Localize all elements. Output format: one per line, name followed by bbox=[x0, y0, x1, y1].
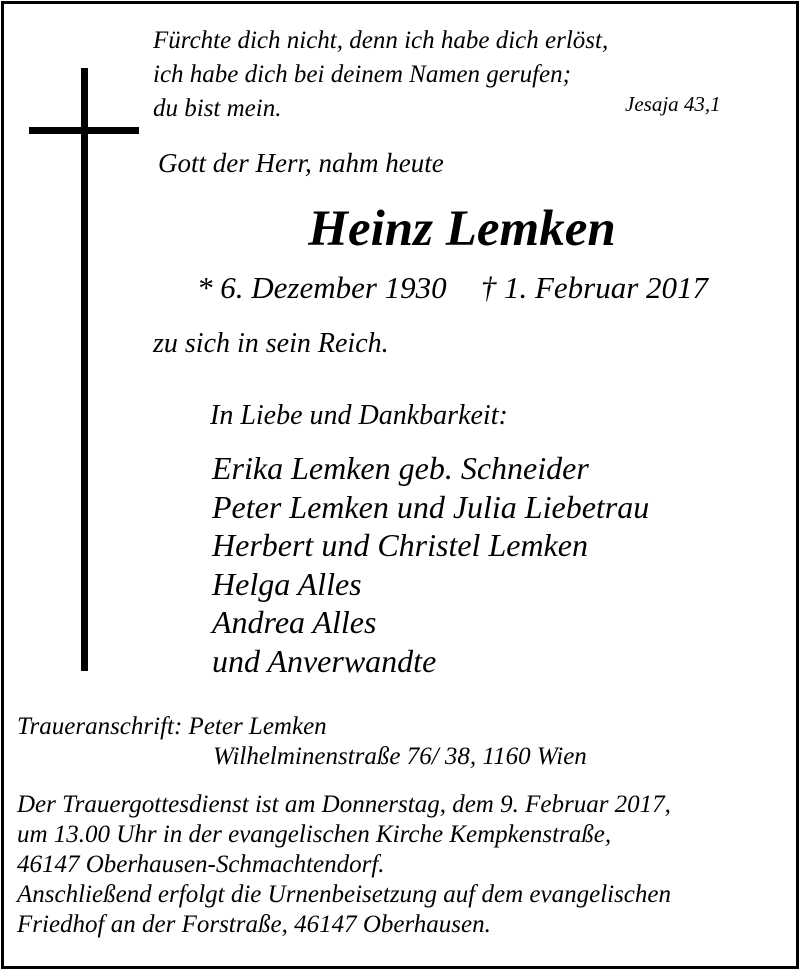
verse-line: du bist mein. bbox=[153, 95, 282, 122]
birth-date: * 6. Dezember 1930 bbox=[197, 270, 447, 305]
service-line: um 13.00 Uhr in der evangelischen Kirche Kempkenstraße, bbox=[17, 821, 612, 848]
verse-line: Fürchte dich nicht, denn ich habe dich erlöst, bbox=[153, 27, 609, 54]
mourners-heading: In Liebe und Dankbarkeit: bbox=[210, 400, 508, 431]
verse-reference: Jesaja 43,1 bbox=[625, 92, 721, 116]
verse-line: ich habe dich bei deinem Namen gerufen; bbox=[153, 61, 571, 88]
deceased-name-text: Heinz Lemken bbox=[308, 201, 616, 257]
mourner-name: Andrea Alles bbox=[212, 604, 377, 640]
intro-text: Gott der Herr, nahm heute bbox=[158, 148, 444, 178]
bible-verse bbox=[153, 24, 608, 126]
deceased-name bbox=[0, 200, 800, 258]
mourning-address-street: Wilhelminenstraße 76/ 38, 1160 Wien bbox=[213, 743, 587, 770]
service-line: Friedhof an der Forstraße, 46147 Oberhausen. bbox=[17, 911, 491, 938]
mourner-name: und Anverwandte bbox=[212, 642, 437, 679]
death-date: † 1. Februar 2017 bbox=[480, 270, 709, 305]
cross-icon bbox=[81, 68, 88, 671]
mourner-name: Peter Lemken und Julia Liebetrau bbox=[212, 488, 650, 525]
closing-text: zu sich in sein Reich. bbox=[153, 328, 389, 359]
service-info bbox=[17, 790, 671, 940]
cross-icon-bar bbox=[29, 127, 139, 134]
mourner-name: Helga Alles bbox=[212, 565, 362, 602]
service-line: Anschließend erfolgt die Urnenbeisetzung auf dem evangelischen bbox=[17, 881, 672, 908]
mourners-list bbox=[212, 449, 649, 680]
mourning-address-label: Traueranschrift: Peter Lemken bbox=[17, 713, 327, 740]
service-line: Der Trauergottesdienst ist am Donnerstag, dem 9. Februar 2017, bbox=[17, 791, 671, 818]
mourner-name: Erika Lemken geb. Schneider bbox=[212, 450, 589, 486]
mourner-name: Herbert und Christel Lemken bbox=[212, 527, 588, 563]
service-line: 46147 Oberhausen-Schmachtendorf. bbox=[17, 851, 385, 878]
life-dates bbox=[197, 270, 708, 306]
